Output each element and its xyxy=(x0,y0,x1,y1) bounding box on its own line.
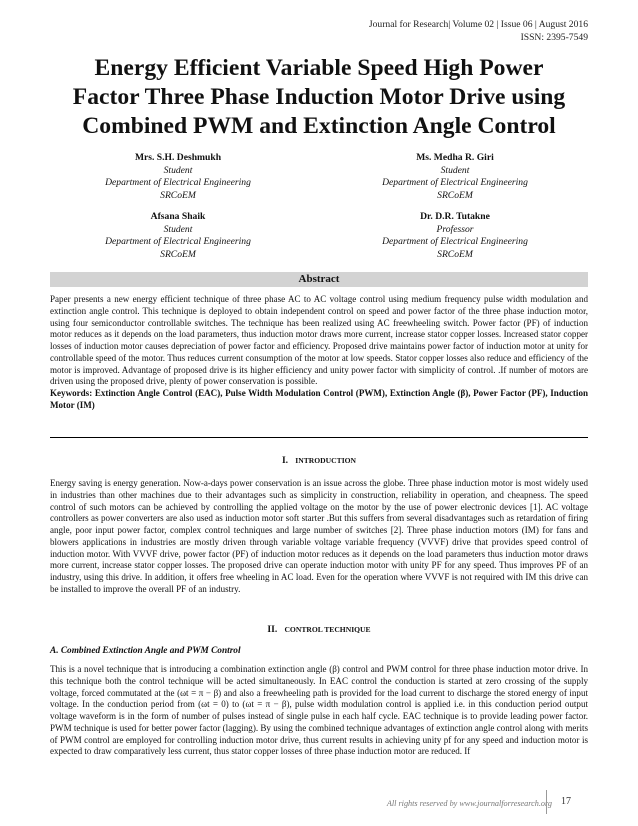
author-role: Professor xyxy=(436,223,474,235)
author-institution: SRCoEM xyxy=(437,189,473,201)
author-institution: SRCoEM xyxy=(437,248,473,260)
section-number: II. xyxy=(267,624,278,635)
section-heading-introduction xyxy=(50,455,588,467)
section-number: I. xyxy=(281,455,289,466)
author-name: Ms. Medha R. Giri xyxy=(416,152,494,163)
author-block xyxy=(58,152,298,202)
title-line-3: Combined PWM and Extinction Angle Control xyxy=(82,113,556,139)
divider xyxy=(50,437,588,438)
footer-rights: All rights reserved by www.journalforresearch.org xyxy=(386,799,552,808)
author-name: Afsana Shaik xyxy=(150,211,206,222)
title-line-2: Factor Three Phase Induction Motor Drive using xyxy=(72,84,566,110)
author-name: Dr. D.R. Tutakne xyxy=(420,211,490,222)
section-heading-control-technique xyxy=(50,624,588,636)
author-institution: SRCoEM xyxy=(160,189,196,201)
introduction-text: Energy saving is energy generation. Now-a-days power conservation is an issue across the globe. Three phase induction motor is most widely used in industries than other machines due to their advantages such as simplicity in construction, reliability in operation, and cheapness. The speed control of such motors can be achieved by controlling the applied voltage on the motor by the use of power electronic devices [1]. AC voltage controllers as power converters are also used as induction motor soft starter .But this suffers from several disadvantages such as retardation of firing angle, poor input power factor, complex control techniques and large number of switches [2]. Three phase induction motors (IM) for fans and blowers applications in industries are mostly driven through variable voltage variable frequency (VVVF) drive that provides speed control of induction motor. With VVVF drive, power factor (PF) of induction motor reduces as it depends on the load parameters thus induction motor draws more current, increase stator copper losses. The proposed drive can operate induction motor with unity PF for any speed. Thus improves PF of an industry, using this drive. In addition, it offers free wheeling in AC load. Even for the operation where VVVF is not required with IM this drive can be installed to improve the overall PF of an industry. xyxy=(50,478,588,594)
author-department: Department of Electrical Engineering xyxy=(382,236,528,247)
abstract-body: Paper presents a new energy efficient technique of three phase AC to AC voltage control using medium frequency pulse width modulation and extinction angle control. This technique is deployed to obtain independent control on speed and power factor of the three phase induction motor, using four semiconductor controllable switches. The technique has been realized using AC freewheeling switch. Power factor (PF) of induction motor reduces as it depends on the load parameters, thus induction motor draws more current, increase stator copper losses. Increased stator copper losses of induction motor causes depreciation of power factor and efficiency. Proposed drive maintains power factor of induction motor at unity for controllable speed of the motor. Thus reduces current consumption of the motor at low speeds. Stator copper losses also reduce and efficiency of the motor is improved. Advantage of proposed drive is its higher efficiency and unity power factor with simplicity of control. .If number of motors are driven using the proposed drive, plenty of power conservation is possible. xyxy=(50,294,588,387)
author-department: Department of Electrical Engineering xyxy=(105,236,251,247)
author-role: Student xyxy=(440,164,470,176)
issn: ISSN: 2395-7549 xyxy=(520,31,588,43)
author-block xyxy=(335,211,575,261)
author-block xyxy=(58,211,298,261)
page-number: 17 xyxy=(546,790,585,814)
journal-info: Journal for Research| Volume 02 | Issue 06 | August 2016 xyxy=(368,19,588,30)
author-name: Mrs. S.H. Deshmukh xyxy=(134,152,222,163)
paper-title xyxy=(40,54,598,141)
abstract-text xyxy=(50,294,588,412)
author-institution: SRCoEM xyxy=(160,248,196,260)
section-title: INTRODUCTION xyxy=(295,456,357,465)
author-department: Department of Electrical Engineering xyxy=(382,177,528,188)
author-role: Student xyxy=(163,223,193,235)
keywords: Keywords: Extinction Angle Control (EAC), Pulse Width Modulation Control (PWM), Extinction Angle (β), Power Factor (PF), Induction Motor (IM) xyxy=(50,388,588,410)
section-title: CONTROL TECHNIQUE xyxy=(284,625,371,634)
author-role: Student xyxy=(163,164,193,176)
journal-header xyxy=(369,19,588,44)
title-line-1: Energy Efficient Variable Speed High Power xyxy=(94,55,544,81)
author-block xyxy=(335,152,575,202)
subsection-heading: A. Combined Extinction Angle and PWM Control xyxy=(50,646,241,656)
control-technique-text: This is a novel technique that is introducing a combination extinction angle (β) control and PWM control for three phase induction motor drive. In this technique both the control technique will be acted simultaneously. In EAC control the conduction is started at zero crossing of the supply voltage, forced commutated at the (ωt = π − β) and also a freewheeling path is provided for the load current to discharge the stored energy of input voltage. In the conduction period from (ωt = 0) to (ωt = π − β), pulse width modulation control is applied i.e. in this conduction period output voltage waveform is in the form of number of pulses instead of single pulse in each half cycle. EAC technique is to provide leading power factor. PWM technique is used for better power factor (lagging). By using the combined technique advantages of extinction angle control along with merits of PWM control are employed for controlling induction motor drive, thus current results in achieving unity pf for any speed and induction motor is expected to draw comparatively less current, thus stator copper losses of three phase induction motor are reduced. If xyxy=(50,664,588,757)
author-department: Department of Electrical Engineering xyxy=(105,177,251,188)
abstract-heading: Abstract xyxy=(50,272,588,287)
